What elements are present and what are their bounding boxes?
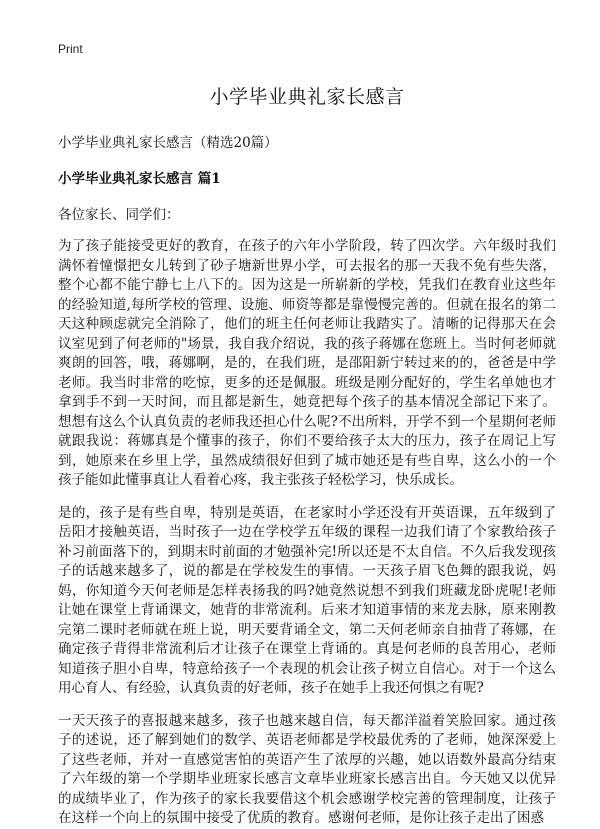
greeting-text: 各位家长、同学们： [58,207,180,223]
body-paragraph-3: 一天天孩子的喜报越来越多，孩子也越来越自信，每天都洋溢着笑脸回家。通过孩子的述说，还了解到她们的数学、英语老师都是学校最优秀的了老师，她深深爱上了这些老师，并对一直感觉害怕的英语产生了浓厚的兴趣，她以语数外最高分结束了六年级的第一个学期毕业班家长感言文章毕业班家长感言出自。今天她又以优异的成绩毕业了，作为孩子的家长我要借这个机会感谢学校完善的管理制度，让孩子在这样一个向上的氛围中接受了优质的教育。感谢何老师，是你让孩子走出了困惑 [58,712,556,826]
body-paragraph-1: 为了孩子能接受更好的教育，在孩子的六年小学阶段，转了四次学。六年级时我们满怀着憧憬把女儿转到了砂子塘新世界小学，可去报名的那一天我不免有些失落，整个心都不能宁静七上八下的。因为这是一所崭新的学校，凭我们在教育业这些年的经验知道,每所学校的管理、设施、师资等都是靠慢慢完善的。但就在报名的第二天这种顾虑就完全消除了，他们的班主任何老师让我踏实了。清晰的记得那天在会议室见到了何老师的"场景，我自我介绍说，我的孩子蒋娜在您班上。当时何老师就爽朗的回答，哦，蒋娜啊，是的，在我们班，是邵阳新宁转过来的的，爸爸是中学老师。我当时非常的吃惊，更多的还是佩服。班级是刚分配好的，学生名单她也才拿到手不到一天时间，而且都是新生，她竟把每个孩子的基本情况全部记下来了。想想有这么个认真负责的老师我还担心什么呢?不出所料，开学不到一个星期何老师就跟我说：蒋娜真是个懂事的孩子，你们不要给孩子太大的压力，孩子在周记上写到，她原来在乡里上学，虽然成绩很好但到了城市她还是有些自卑，这么小的一个孩子能如此懂事真让人看着心疼，我主张孩子轻松学习，快乐成长。 [58,238,556,488]
body-paragraph-2: 是的，孩子是有些自卑，特别是英语，在老家时小学还没有开英语课，五年级到了岳阳才接触英语，当时孩子一边在学校学五年级的课程一边我们请了个家教给孩子补习前面落下的，到期末时前面的才勉强补完!所以还是不太自信。不久后我发现孩子的话越来越多了，说的都是在学校发生的事情。一天孩子眉飞色舞的跟我说，妈妈，你知道今天何老师是怎样表扬我的吗?她竟然说想不到我们班藏龙卧虎呢!老师让她在课堂上背诵课文，她背的非常流利。后来才知道事情的来龙去脉，原来刚教完第二课时老师就在班上说，明天要背诵全文，第二天何老师亲自抽背了蒋娜，在确定孩子背得非常流利后才让孩子在课堂上背诵的。真是何老师的良苦用心，老师知道孩子胆小自卑，特意给孩子一个表现的机会让孩子树立自信心。对于一个这么用心育人、有经验，认真负责的好老师，孩子在她手上我还何惧之有呢? [58,504,556,696]
document-subtitle: 小学毕业典礼家长感言（精选20篇） [58,135,278,151]
section-heading: 小学毕业典礼家长感言 篇1 [58,171,221,187]
print-link[interactable]: Print [58,42,83,56]
page-title: 小学毕业典礼家长感言 [209,86,405,108]
